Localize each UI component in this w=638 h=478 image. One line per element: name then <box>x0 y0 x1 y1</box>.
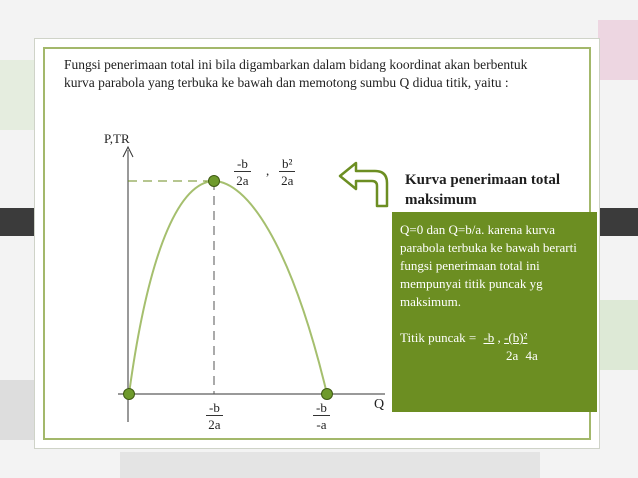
peak-y-numerator: b² <box>279 156 295 172</box>
peak-x-numerator: -b <box>234 156 251 172</box>
origin-point <box>124 389 135 400</box>
intro-paragraph: Fungsi penerimaan total ini bila digambarkan dalam bidang koordinat akan berbentuk kurva parabola yang terbuka ke bawah dan memotong sumbu Q didua titik, yaitu : <box>64 57 528 90</box>
peak-y-denominator: 2a <box>281 173 294 188</box>
peak-formula-y: -(b)² <box>504 330 528 345</box>
peak-point <box>209 176 220 187</box>
axis-point-1-numerator: -b <box>206 400 223 416</box>
peak-formula-label: Titik puncak = <box>400 330 477 345</box>
peak-x-fraction <box>234 156 251 189</box>
peak-y-fraction <box>279 156 295 189</box>
callout-title: Kurva penerimaan total maksimum <box>405 172 560 208</box>
axis-point-1-denominator: 2a <box>208 417 221 432</box>
peak-formula-x: -b <box>483 330 495 345</box>
revenue-curve <box>129 181 327 394</box>
explanation-text: Q=0 dan Q=b/a. karena kurva parabola terbuka ke bawah berarti fungsi penerimaan total ini mempunyai titik puncak yg maksimum. <box>400 222 577 309</box>
axis-point-2-denominator: -a <box>316 417 327 432</box>
peak-formula-comma: , <box>497 330 501 345</box>
axis-point-2-fraction <box>313 400 330 433</box>
explanation-box <box>392 212 597 412</box>
peak-comma: , <box>266 163 270 178</box>
root-point <box>322 389 333 400</box>
peak-formula-line <box>400 329 589 347</box>
peak-formula-x-den: 2a <box>506 348 519 363</box>
curved-arrow-icon <box>340 163 387 206</box>
peak-x-denominator: 2a <box>236 173 249 188</box>
x-axis-label: Q <box>374 397 385 412</box>
axis-point-1-fraction <box>206 400 223 433</box>
y-axis-label: P,TR <box>104 131 130 146</box>
axis-point-2-numerator: -b <box>313 400 330 416</box>
peak-formula-y-den: 4a <box>525 348 538 363</box>
peak-formula-denominators <box>400 347 589 365</box>
